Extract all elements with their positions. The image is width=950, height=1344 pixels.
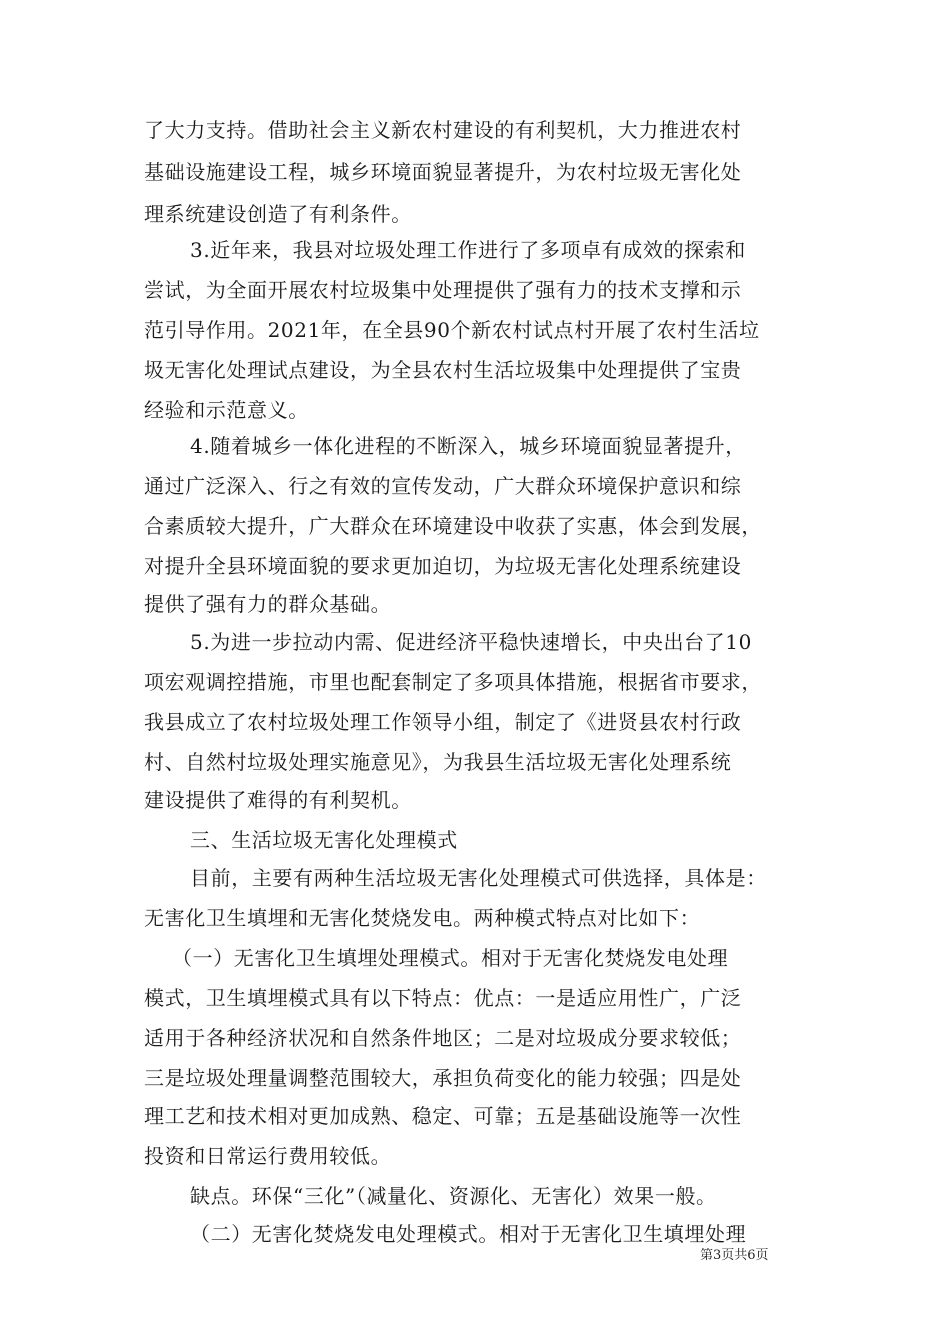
text-line: 理工艺和技术相对更加成熟、稳定、可靠；五是基础设施等一次性 [144, 1104, 742, 1128]
text-line: 5.为进一步拉动内需、促进经济平稳快速增长，中央出台了10 [190, 630, 752, 654]
text-line: 我县成立了农村垃圾处理工作领导小组，制定了《进贤县农村行政 [144, 710, 742, 734]
text-line: 项宏观调控措施，市里也配套制定了多项具体措施，根据省市要求， [144, 670, 762, 694]
text-line: 圾无害化处理试点建设，为全县农村生活垃圾集中处理提供了宝贵 [144, 358, 742, 382]
text-line: 理系统建设创造了有利条件。 [144, 202, 412, 226]
text-line: 3.近年来，我县对垃圾处理工作进行了多项卓有成效的探索和 [190, 238, 746, 262]
text-line: 尝试，为全面开展农村垃圾集中处理提供了强有力的技术支撑和示 [144, 278, 742, 302]
text-line: 范引导作用。2021年，在全县90个新农村试点村开展了农村生活垃 [144, 318, 760, 342]
text-line: （一）无害化卫生填埋处理模式。相对于无害化焚烧发电处理 [172, 946, 729, 970]
page-number-footer: 第3页共6页 [700, 1248, 769, 1263]
text-line: 了大力支持。借助社会主义新农村建设的有利契机，大力推进农村 [144, 118, 742, 142]
text-line: 对提升全县环境面貌的要求更加迫切，为垃圾无害化处理系统建设 [144, 554, 742, 578]
text-line: 提供了强有力的群众基础。 [144, 592, 392, 616]
text-line: 基础设施建设工程，城乡环境面貌显著提升，为农村垃圾无害化处 [144, 160, 742, 184]
text-line: 通过广泛深入、行之有效的宣传发动，广大群众环境保护意识和综 [144, 474, 742, 498]
section-heading: 三、生活垃圾无害化处理模式 [190, 828, 458, 852]
text-line: 建设提供了难得的有利契机。 [144, 788, 412, 812]
text-line: 模式，卫生填埋模式具有以下特点：优点：一是适应用性广，广泛 [144, 986, 742, 1010]
text-line: 村、自然村垃圾处理实施意见》，为我县生活垃圾无害化处理系统 [144, 750, 732, 774]
text-line: （二）无害化焚烧发电处理模式。相对于无害化卫生填埋处理 [190, 1222, 747, 1246]
text-line: 无害化卫生填埋和无害化焚烧发电。两种模式特点对比如下： [144, 906, 701, 930]
text-line: 目前，主要有两种生活垃圾无害化处理模式可供选择，具体是： [190, 866, 767, 890]
text-line: 经验和示范意义。 [144, 398, 309, 422]
text-line: 适用于各种经济状况和自然条件地区；二是对垃圾成分要求较低； [144, 1026, 742, 1050]
text-line: 缺点。环保“三化”（减量化、资源化、无害化）效果一般。 [190, 1184, 717, 1208]
text-line: 合素质较大提升，广大群众在环境建设中收获了实惠，体会到发展， [144, 514, 762, 538]
text-line: 投资和日常运行费用较低。 [144, 1144, 392, 1168]
text-line: 4.随着城乡一体化进程的不断深入，城乡环境面貌显著提升， [190, 434, 746, 458]
text-line: 三是垃圾处理量调整范围较大，承担负荷变化的能力较强；四是处 [144, 1066, 742, 1090]
